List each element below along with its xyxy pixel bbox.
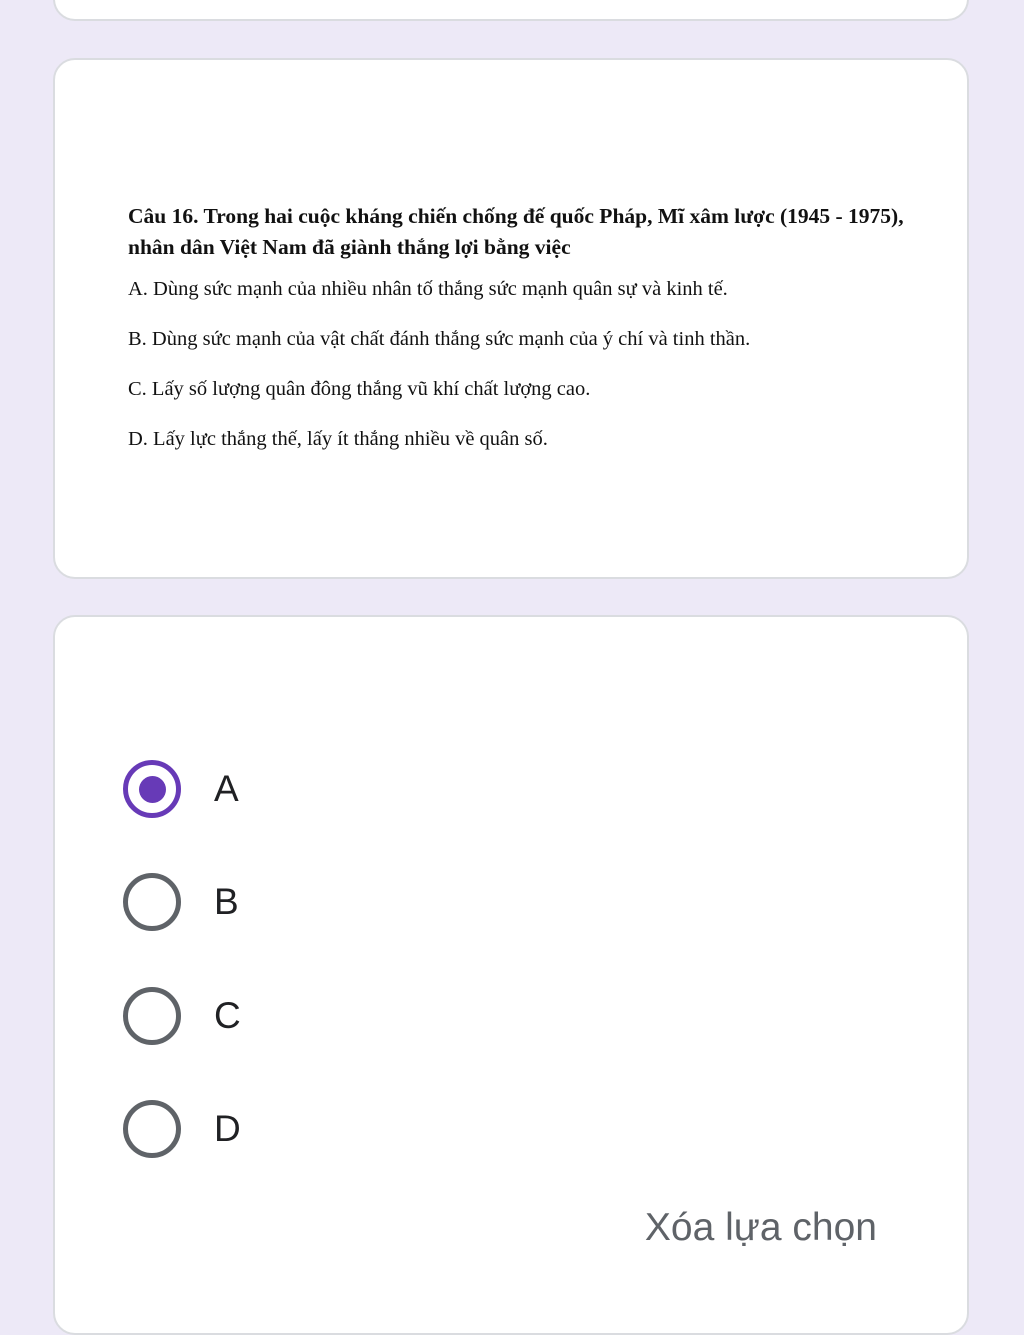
question-option-a: A. Dùng sức mạnh của nhiều nhân tố thắng sức mạnh quân sự và kinh tế. (128, 278, 728, 300)
radio-unchecked-icon[interactable] (123, 873, 181, 931)
clear-selection-button[interactable]: Xóa lựa chọn (644, 1206, 877, 1249)
radio-unchecked-icon[interactable] (123, 987, 181, 1045)
question-card (53, 58, 969, 579)
choice-b-label: B (214, 881, 239, 922)
choice-a-label: A (214, 768, 239, 809)
radio-unchecked-icon[interactable] (123, 1100, 181, 1158)
choice-c[interactable] (123, 986, 241, 1046)
previous-question-card (53, 0, 969, 21)
choice-d-label: D (214, 1108, 241, 1149)
choice-b[interactable] (123, 872, 239, 932)
choice-d[interactable] (123, 1099, 241, 1159)
question-image (128, 201, 928, 477)
question-title: Câu 16. Trong hai cuộc kháng chiến chống đế quốc Pháp, Mĩ xâm lược (1945 - 1975), nhân dân Việt Nam đã giành thắng lợi bằng việc (128, 204, 904, 259)
radio-dot-icon (139, 776, 166, 803)
question-option-b: B. Dùng sức mạnh của vật chất đánh thắng sức mạnh của ý chí và tinh thần. (128, 328, 751, 350)
question-option-d: D. Lấy lực thắng thế, lấy ít thắng nhiều về quân số. (128, 428, 548, 450)
choice-c-label: C (214, 995, 241, 1036)
radio-checked-icon[interactable] (123, 760, 181, 818)
choice-a[interactable] (123, 759, 239, 819)
answer-card (53, 615, 969, 1335)
question-option-c: C. Lấy số lượng quân đông thắng vũ khí chất lượng cao. (128, 378, 591, 400)
